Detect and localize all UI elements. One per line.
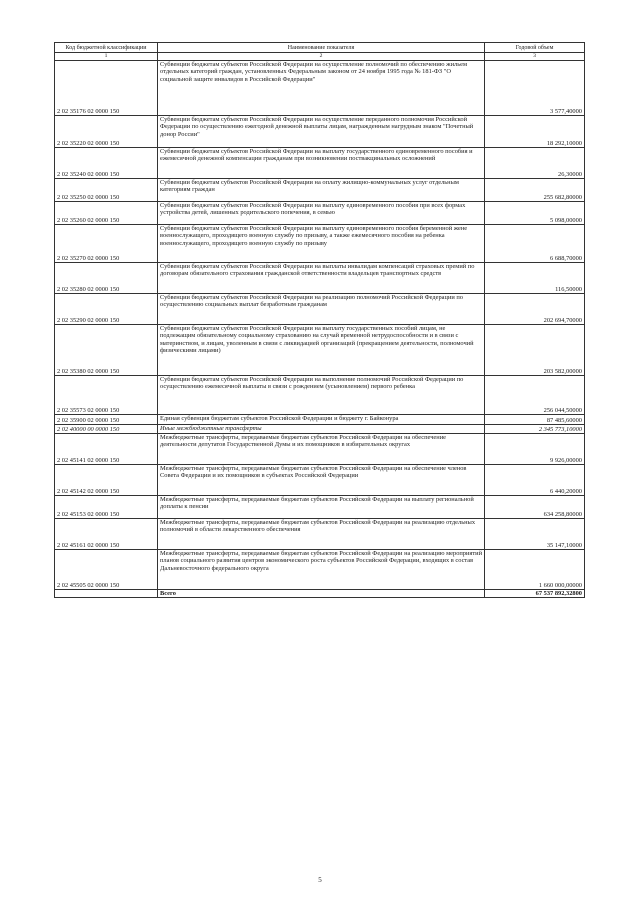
table-row (55, 325, 585, 376)
row-code: 2 02 45141 02 0000 150 (55, 434, 158, 465)
table-row (55, 263, 585, 294)
row-code: 2 02 35240 02 0000 150 (55, 148, 158, 179)
row-name: Иные межбюджетные трансферты (158, 425, 485, 434)
table-row (55, 376, 585, 415)
row-name: Межбюджетные трансферты, передаваемые бюджетам субъектов Российской Федерации на обеспечение деятельности депутатов Государственной Думы и их помощников в избирательных округах (158, 434, 485, 465)
row-amount: 2 345 773,10000 (485, 425, 585, 434)
table-row (55, 496, 585, 519)
page-number: 5 (318, 876, 322, 884)
total-code-cell (55, 590, 158, 598)
row-code: 2 02 35220 02 0000 150 (55, 116, 158, 148)
row-code: 2 02 35176 02 0000 150 (55, 61, 158, 116)
table-row (55, 465, 585, 496)
row-name: Субвенции бюджетам субъектов Российской Федерации на осуществление переданного полномочия Российской Федерации по осуществлению ежегодной денежной выплаты лицам, награжденным нагрудным знаком "Почетный донор России" (158, 116, 485, 148)
total-amount: 67 537 892,32800 (485, 590, 585, 598)
row-amount: 6 688,70000 (485, 225, 585, 263)
row-code: 2 02 45153 02 0000 150 (55, 496, 158, 519)
row-name: Субвенции бюджетам субъектов Российской Федерации на выплату государственных пособий лицам, не подлежащим обязательному социальному страхованию на случай временной нетрудоспособности и в связи с материнством, и лицам, уволенным в связи с ликвидацией организаций (прекращением деятельности, полномочий физическими лицами) (158, 325, 485, 376)
header-name: Наименование показателя (158, 43, 485, 53)
table-row (55, 425, 585, 434)
row-name: Субвенции бюджетам субъектов Российской Федерации на осуществление полномочий по обеспечению жильем отдельных категорий граждан, установленных Федеральным законом от 24 ноября 1995 года № 181-ФЗ "О социальной защите инвалидов в Российской Федерации" (158, 61, 485, 116)
row-name: Субвенции бюджетам субъектов Российской Федерации на выплаты инвалидам компенсаций страховых премий по договорам обязательного страхования гражданской ответственности владельцев транспортных средств (158, 263, 485, 294)
row-code: 2 02 35260 02 0000 150 (55, 202, 158, 225)
row-name: Межбюджетные трансферты, передаваемые бюджетам субъектов Российской Федерации на реализацию отдельных полномочий в области лекарственного обеспечения (158, 519, 485, 550)
table-row (55, 550, 585, 590)
row-amount: 5 098,00000 (485, 202, 585, 225)
table-body (55, 61, 585, 590)
table-row (55, 179, 585, 202)
table-row (55, 225, 585, 263)
row-name: Межбюджетные трансферты, передаваемые бюджетам субъектов Российской Федерации на реализацию мероприятий планов социального развития центров экономического роста субъектов Российской Федерации, входящих в состав Дальневосточного федерального округа (158, 550, 485, 590)
row-amount: 6 440,20000 (485, 465, 585, 496)
row-name: Межбюджетные трансферты, передаваемые бюджетам субъектов Российской Федерации на выплату региональной доплаты к пенсии (158, 496, 485, 519)
row-amount: 202 694,70000 (485, 294, 585, 325)
row-code: 2 02 35270 02 0000 150 (55, 225, 158, 263)
row-amount: 203 582,00000 (485, 325, 585, 376)
row-amount: 255 682,80000 (485, 179, 585, 202)
header-amount: Годовой объем (485, 43, 585, 53)
row-code: 2 02 45505 02 0000 150 (55, 550, 158, 590)
row-name: Субвенции бюджетам субъектов Российской Федерации на оплату жилищно-коммунальных услуг отдельным категориям граждан (158, 179, 485, 202)
row-amount: 26,30000 (485, 148, 585, 179)
table-row (55, 434, 585, 465)
column-number-3: 3 (485, 53, 585, 61)
row-amount: 35 147,10000 (485, 519, 585, 550)
row-name: Межбюджетные трансферты, передаваемые бюджетам субъектов Российской Федерации на обеспечение членов Совета Федерации и их помощников в субъектах Российской Федерации (158, 465, 485, 496)
header-code: Код бюджетной классификации (55, 43, 158, 53)
row-name: Субвенции бюджетам субъектов Российской Федерации на выплату государственного единовременного пособия и ежемесячной денежной компенсации гражданам при возникновении поствакцинальных осложнений (158, 148, 485, 179)
table-row (55, 61, 585, 116)
table-row (55, 519, 585, 550)
row-name: Субвенции бюджетам субъектов Российской Федерации на выплату единовременного пособия беременной жене военнослужащего, проходящего военную службу по призыву, а также ежемесячного пособия на ребенка военнослужащего, проходящего военную службу по призыву (158, 225, 485, 263)
row-name: Единая субвенция бюджетам субъектов Российской Федерации и бюджету г. Байконура (158, 415, 485, 425)
row-amount: 3 577,40000 (485, 61, 585, 116)
row-code: 2 02 35280 02 0000 150 (55, 263, 158, 294)
row-amount: 634 258,80000 (485, 496, 585, 519)
row-name: Субвенции бюджетам субъектов Российской Федерации на реализацию полномочий Российской Федерации по осуществлению социальных выплат безработным гражданам (158, 294, 485, 325)
row-amount: 9 926,00000 (485, 434, 585, 465)
row-code: 2 02 35380 02 0000 150 (55, 325, 158, 376)
column-number-row (55, 53, 585, 61)
table-row (55, 294, 585, 325)
row-amount: 1 660 000,00000 (485, 550, 585, 590)
row-code: 2 02 35900 02 0000 150 (55, 415, 158, 425)
row-amount: 116,50000 (485, 263, 585, 294)
total-label: Всего (158, 590, 485, 598)
column-number-1: 1 (55, 53, 158, 61)
column-number-2: 2 (158, 53, 485, 61)
total-row (55, 590, 585, 598)
table-row (55, 202, 585, 225)
row-name: Субвенции бюджетам субъектов Российской Федерации на выполнение полномочий Российской Федерации по осуществлению ежемесячной выплаты в связи с рождением (усыновлением) первого ребенка (158, 376, 485, 415)
table-header-row (55, 43, 585, 53)
row-code: 2 02 35250 02 0000 150 (55, 179, 158, 202)
row-amount: 256 044,50000 (485, 376, 585, 415)
table-row (55, 415, 585, 425)
row-code: 2 02 45142 02 0000 150 (55, 465, 158, 496)
row-amount: 18 292,10000 (485, 116, 585, 148)
row-code: 2 02 40000 00 0000 150 (55, 425, 158, 434)
row-code: 2 02 35573 02 0000 150 (55, 376, 158, 415)
row-code: 2 02 45161 02 0000 150 (55, 519, 158, 550)
row-name: Субвенции бюджетам субъектов Российской Федерации на выплату единовременного пособия при всех формах устройства детей, лишенных родительского попечения, в семью (158, 202, 485, 225)
row-amount: 87 485,60000 (485, 415, 585, 425)
budget-table (54, 42, 585, 598)
row-code: 2 02 35290 02 0000 150 (55, 294, 158, 325)
table-row (55, 116, 585, 148)
table-row (55, 148, 585, 179)
